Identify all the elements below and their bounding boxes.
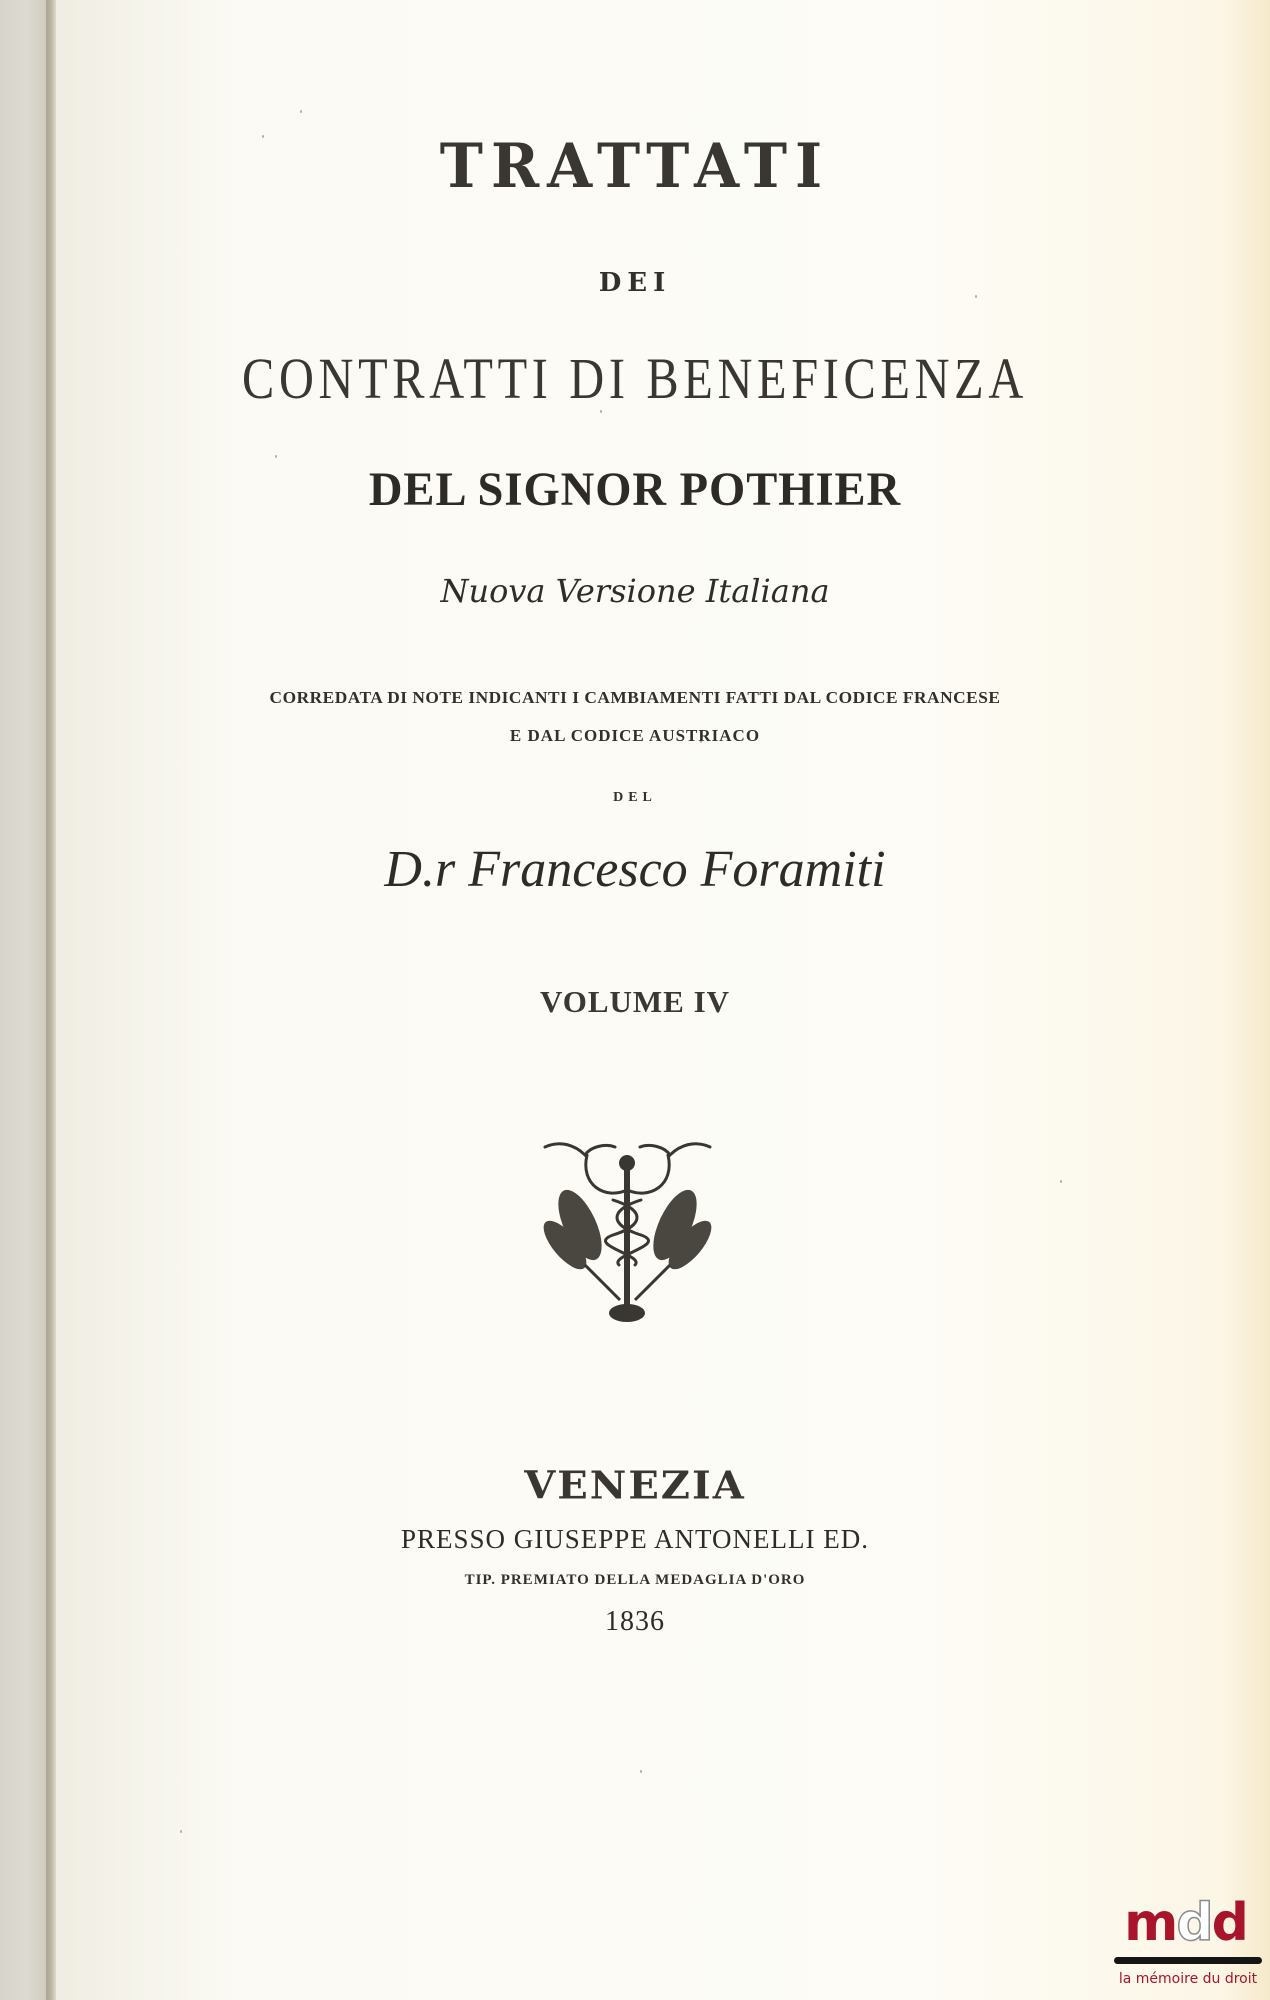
- logo-letter-d-outline: d: [1176, 1893, 1212, 1953]
- logo-wordmark: [1108, 1895, 1263, 1951]
- imprint-year: 1836: [605, 1606, 665, 1637]
- volume-number: VOLUME IV: [539, 984, 731, 1019]
- logo-letter-d: d: [1211, 1893, 1247, 1953]
- annotation-line-1: CORREDATA DI NOTE INDICANTI I CAMBIAMENTI FATTI DAL CODICE FRANCESE: [269, 688, 1001, 707]
- logo-tagline: la mémoire du droit: [1118, 1971, 1258, 1987]
- connector-dei: DEI: [598, 268, 672, 298]
- imprint-printer-note: TIP. PREMIATO DELLA MEDAGLIA D'ORO: [464, 1572, 806, 1588]
- paper-speck: [180, 1830, 182, 1833]
- paper-speck: [1060, 1180, 1062, 1183]
- original-author: DEL SIGNOR POTHIER: [368, 463, 902, 516]
- paper-speck: [640, 1770, 642, 1773]
- book-title: TRATTATI: [439, 130, 831, 202]
- book-subject: CONTRATTI DI BENEFICENZA: [242, 347, 1028, 412]
- mdd-watermark-logo: [1108, 1895, 1263, 1995]
- annotation-line-2: E DAL CODICE AUSTRIACO: [509, 726, 761, 745]
- edition-note: Nuova Versione Italiana: [440, 572, 830, 610]
- connector-del: DEL: [613, 790, 657, 805]
- imprint-city: VENEZIA: [524, 1463, 746, 1508]
- translator-name: D.r Francesco Foramiti: [384, 841, 886, 898]
- paper-speck: [300, 110, 302, 113]
- logo-underline-bar: [1114, 1957, 1262, 1964]
- logo-letter-m: m: [1124, 1893, 1177, 1953]
- paper-speck: [275, 455, 277, 458]
- imprint-publisher: PRESSO GIUSEPPE ANTONELLI ED.: [400, 1524, 870, 1554]
- caduceus-emblem-icon: [525, 1125, 730, 1330]
